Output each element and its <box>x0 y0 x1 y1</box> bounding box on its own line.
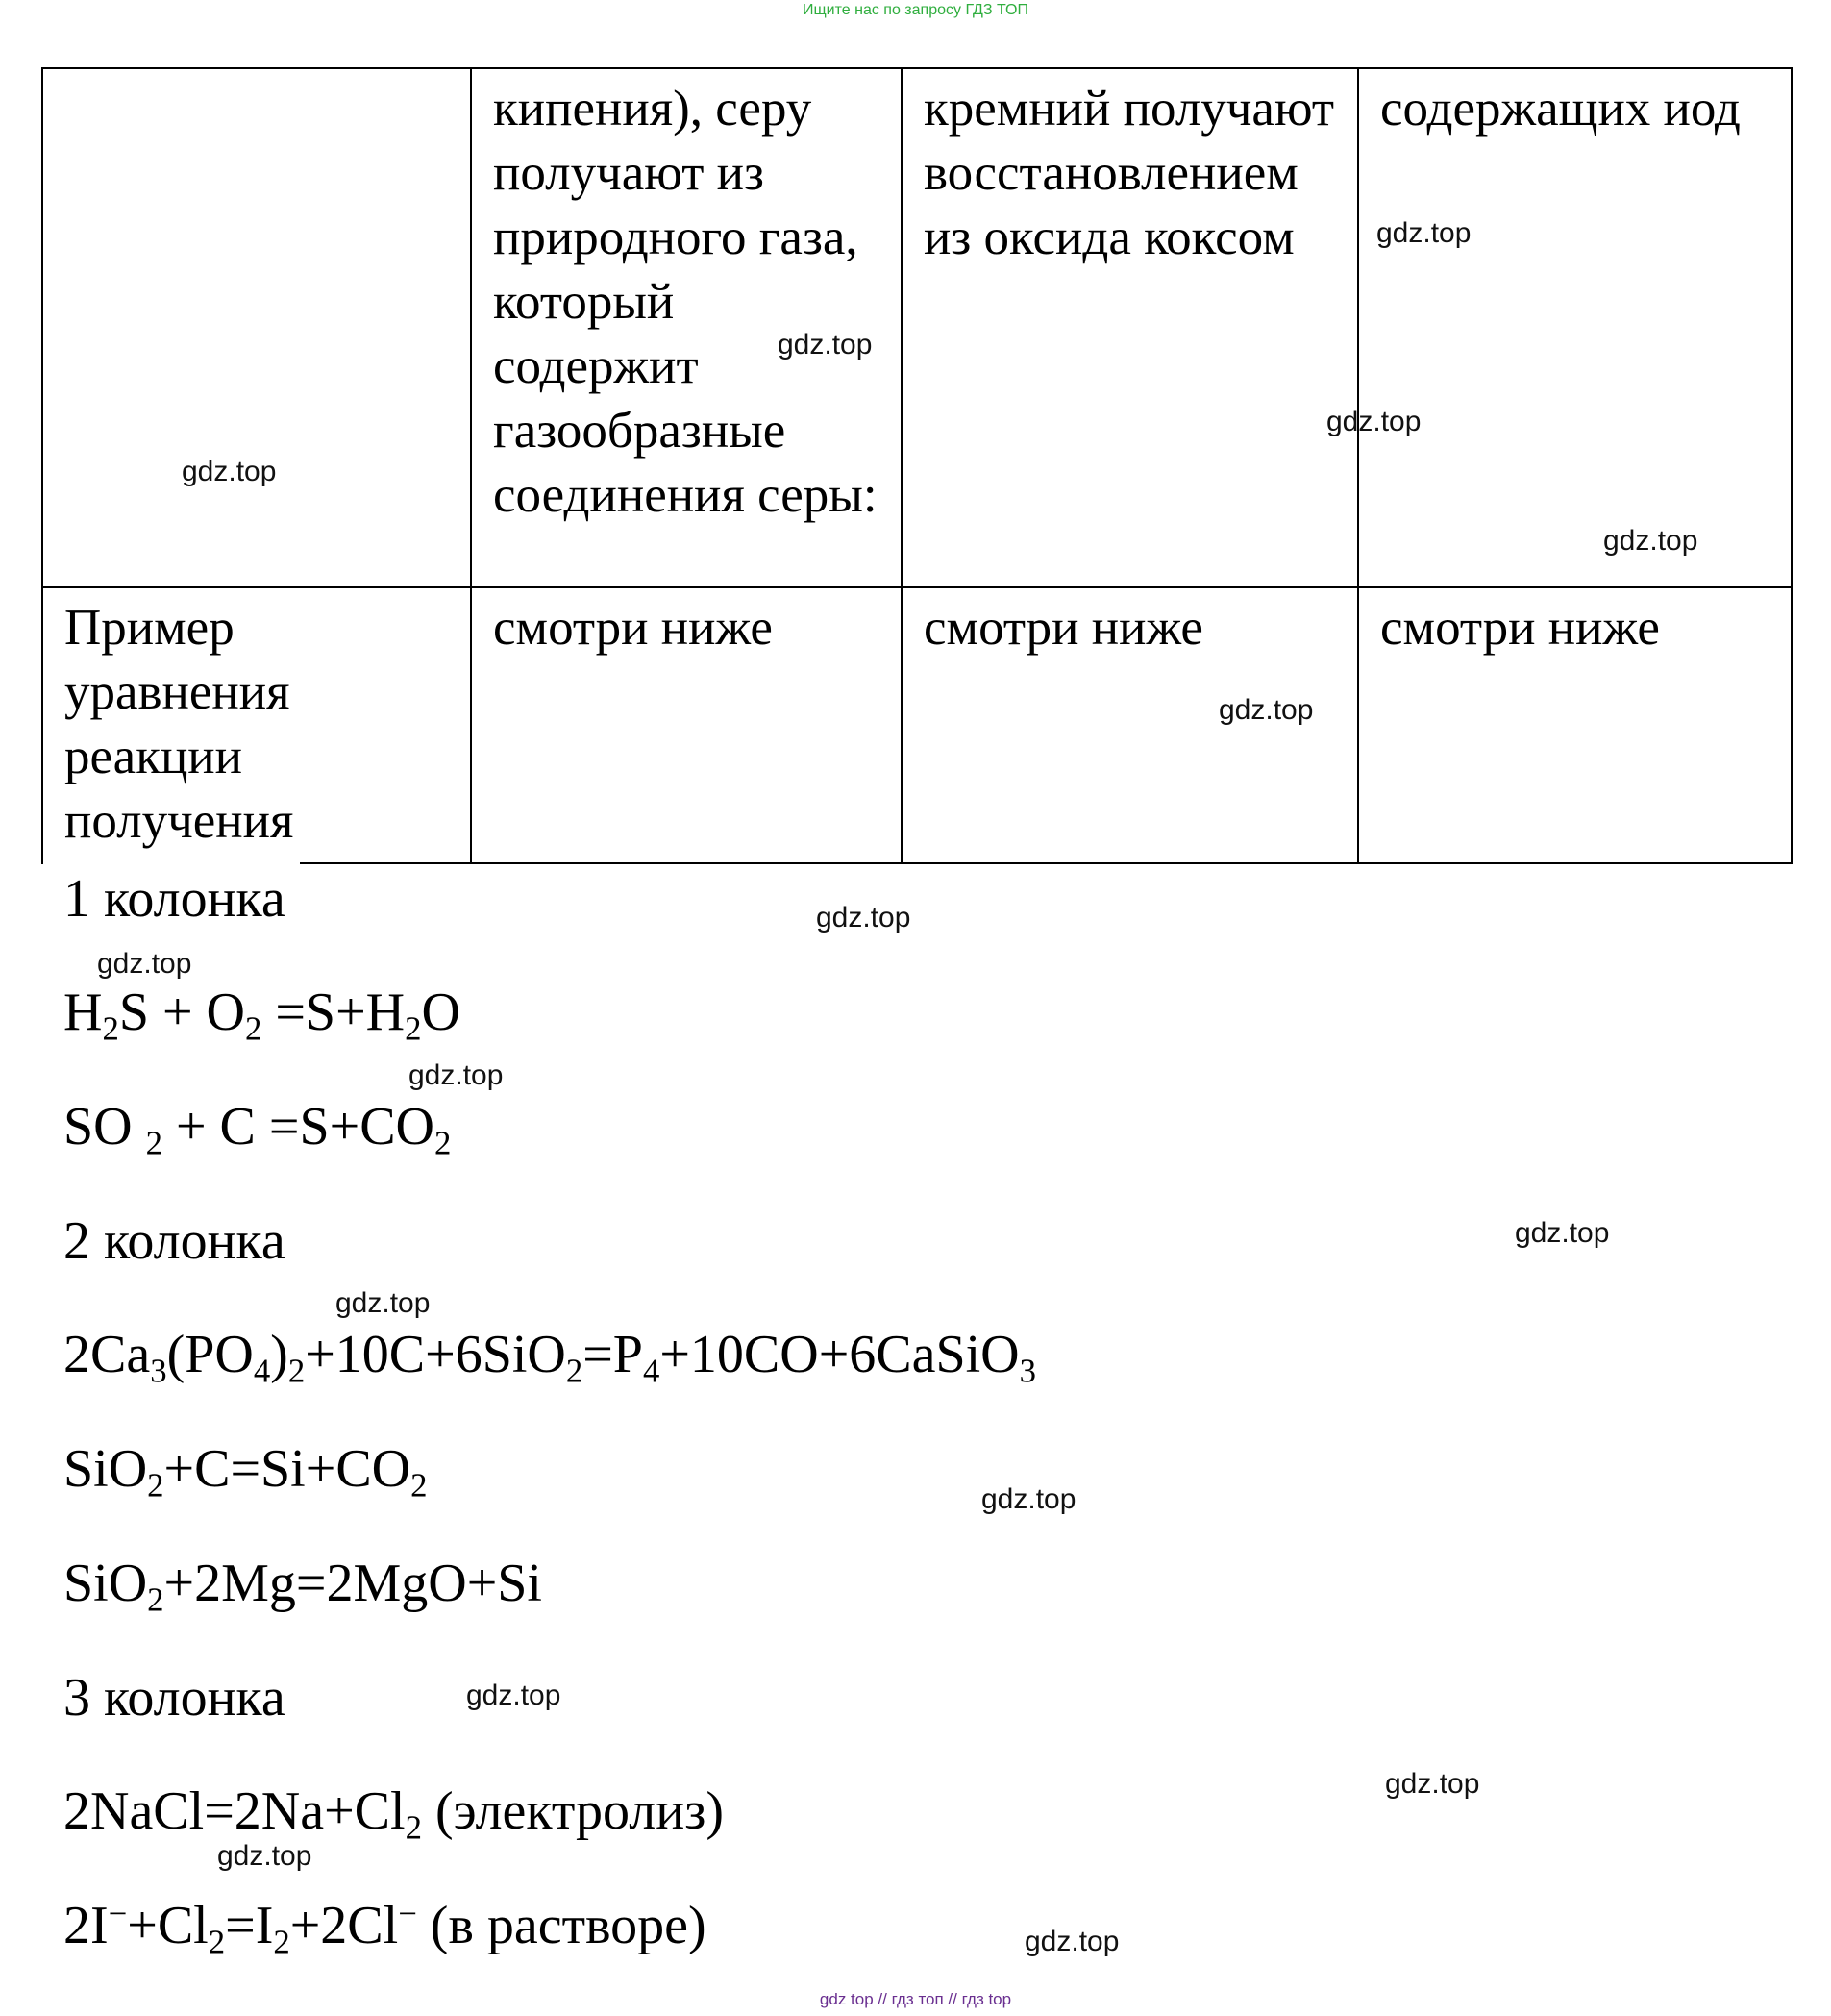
equation: SO $_2 + C =S+CO_2$ <box>63 1097 452 1162</box>
table-row <box>42 68 1792 587</box>
watermark: gdz.top <box>217 1840 312 1872</box>
footer-links[interactable]: gdz top // гдз топ // гдз top <box>819 1990 1012 2008</box>
table-cell: смотри ниже <box>1358 587 1792 863</box>
table-cell: смотри ниже <box>902 587 1358 863</box>
top-banner[interactable]: Ищите нас по запросу ГДЗ ТОП <box>803 2 1028 18</box>
watermark: gdz.top <box>981 1483 1076 1515</box>
watermark: gdz.top <box>408 1059 504 1091</box>
watermark: gdz.top <box>816 902 911 933</box>
section3-title: 3 колонка <box>63 1668 285 1728</box>
row-header-cell: Пример уравнения реакции получения <box>42 587 471 863</box>
watermark: gdz.top <box>1219 694 1314 726</box>
section2-title: 2 колонка <box>63 1211 285 1271</box>
equation: $SiO_2+C=Si+CO_2$ <box>63 1439 428 1505</box>
watermark: gdz.top <box>1385 1768 1480 1800</box>
watermark: gdz.top <box>335 1287 431 1319</box>
table-row <box>42 587 1792 863</box>
table-cell <box>42 68 471 587</box>
equation: $H_2S + O_2 =S+H_2O$ <box>63 983 460 1048</box>
watermark: gdz.top <box>1376 217 1472 249</box>
watermark: gdz.top <box>97 948 192 980</box>
table-cell: кремний получают восстановлением из оксида коксом <box>902 68 1358 587</box>
watermark: gdz.top <box>182 456 277 487</box>
watermark: gdz.top <box>1603 525 1698 557</box>
section1-title: 1 колонка <box>63 869 285 929</box>
equation: SiO$_2$+2Mg=2MgO+Si <box>63 1554 542 1619</box>
watermark: gdz.top <box>1025 1926 1120 1957</box>
watermark: gdz.top <box>466 1680 561 1711</box>
equation: $2I^-+Cl_2=I_2+2Cl^-$ (в растворе) <box>63 1894 706 1961</box>
equation: $2Ca_3(PO_4)_2+10C+6SiO_2=P_4+10CO+6CaSiO_3$ <box>63 1325 1036 1390</box>
watermark: gdz.top <box>778 329 873 361</box>
table-cell: смотри ниже <box>471 587 902 863</box>
watermark: gdz.top <box>1515 1217 1610 1249</box>
watermark: gdz.top <box>1326 406 1422 437</box>
table-cell: кипения), серу получают из природного газа, который содержит газообразные соединения серы: <box>471 68 902 587</box>
data-table <box>41 67 1793 864</box>
equation: $2NaCl=2Na+Cl_2$ (электролиз) <box>63 1781 724 1847</box>
table-cell: содержащих иод <box>1358 68 1792 587</box>
